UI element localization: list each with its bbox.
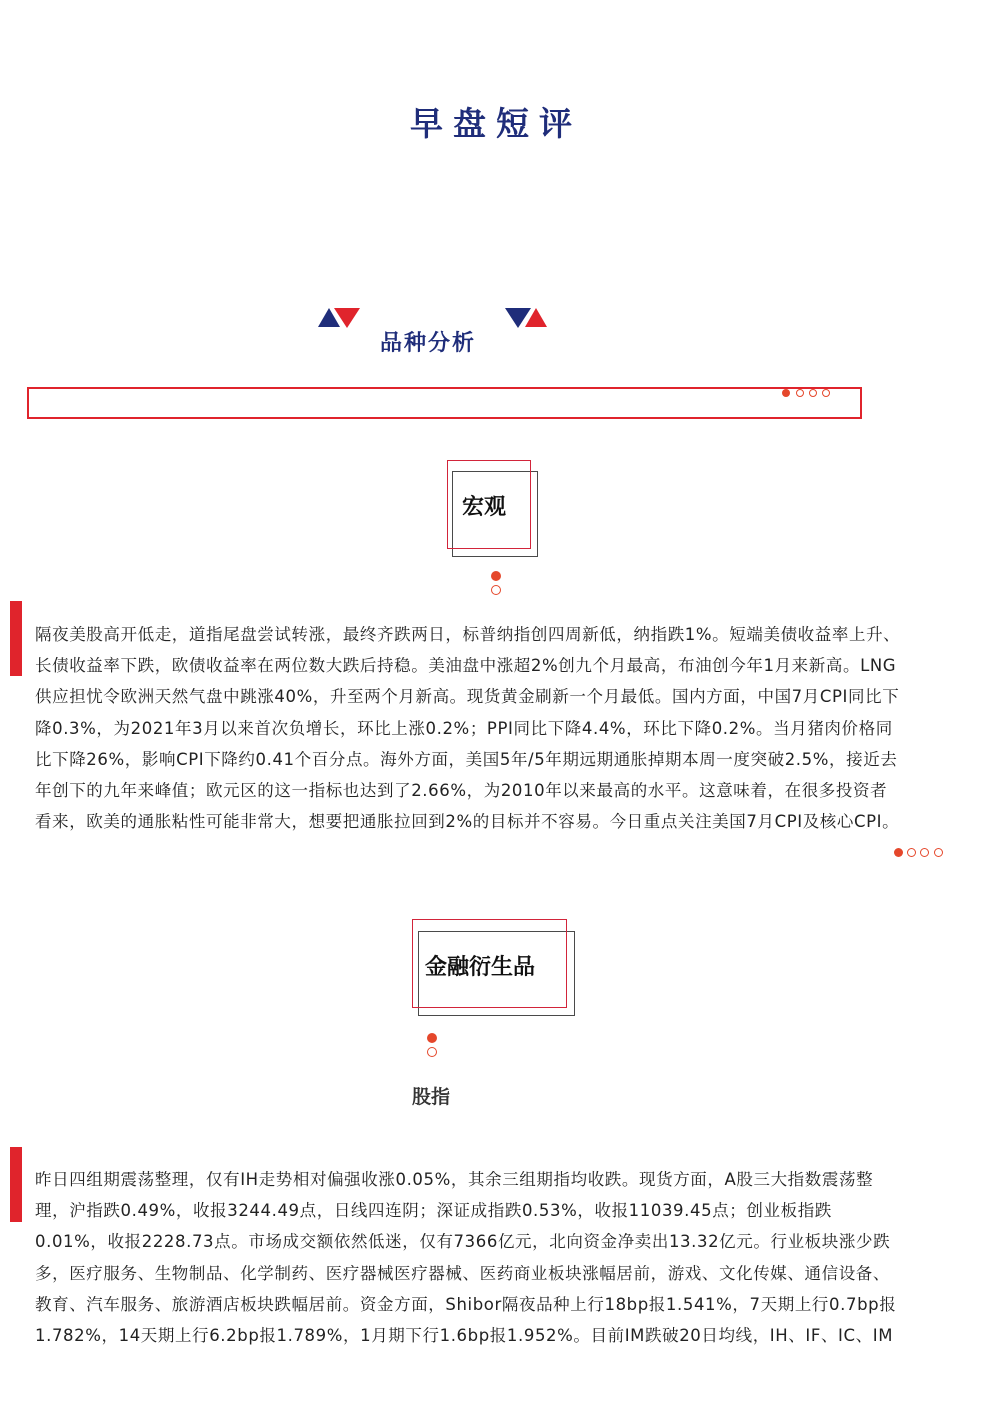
financial-line: 多，医疗服务、生物制品、化学制药、医疗器械医疗器械、医药商业板块涨幅居前，游戏、文化传媒、通信设备、 bbox=[35, 1263, 890, 1283]
macro-label: 宏观 bbox=[462, 495, 507, 520]
section-banner bbox=[27, 387, 862, 419]
macro-line: 隔夜美股高开低走，道指尾盘尝试转涨，最终齐跌两日，标普纳指创四周新低，纳指跌1%。短端美债收益率上升、 bbox=[35, 625, 901, 644]
macro-line: 年创下的九年来峰值；欧元区的这一指标也达到了2.66%，为2010年以来最高的水平。这意味着，在很多投资者 bbox=[35, 781, 888, 801]
macro-line: 看来，欧美的通胀粘性可能非常大，想要把通胀拉回到2%的目标并不容易。今日重点关注美国7月CPI及核心CPI。 bbox=[35, 812, 900, 832]
macro-line: 长债收益率下跌，欧债收益率在两位数大跌后持稳。美油盘中涨超2%创九个月最高，布油创今年1月来新高。LNG bbox=[35, 656, 897, 676]
stock-index-heading: 股指 bbox=[412, 1086, 451, 1108]
financial-line: 理，沪指跌0.49%，收报3244.49点，日线四连阴；深证成指跌0.53%，收报11039.45点；创业板指跌 bbox=[35, 1201, 832, 1221]
macro-paragraph bbox=[35, 619, 960, 837]
financial-side-bar bbox=[10, 1147, 22, 1222]
page-title: 早盘短评 bbox=[410, 104, 582, 143]
macro-line: 比下降26%，影响CPI下降约0.41个百分点。海外方面，美国5年/5年期远期通胀掉期本周一度突破2.5%，接近去 bbox=[35, 749, 898, 769]
financial-paragraph bbox=[35, 1164, 960, 1351]
macro-line: 供应担忧令欧洲天然气盘中跳涨40%，升至两个月新高。现货黄金刷新一个月最低。国内方面，中国7月CPI同比下 bbox=[35, 687, 900, 707]
financial-line: 0.01%，收报2228.73点。市场成交额依然低迷，仅有7366亿元，北向资金净卖出13.32亿元。行业板块涨少跌 bbox=[35, 1232, 891, 1252]
macro-side-bar bbox=[10, 601, 22, 676]
financial-line: 1.782%，14天期上行6.2bp报1.789%，1月期下行1.6bp报1.952%。目前IM跌破20日均线，IH、IF、IC、IM bbox=[35, 1326, 894, 1346]
section-title: 品种分析 bbox=[380, 331, 477, 356]
financial-line: 昨日四组期震荡整理，仅有IH走势相对偏强收涨0.05%，其余三组期指均收跌。现货方面，A股三大指数震荡整 bbox=[35, 1170, 874, 1189]
financial-line: 教育、汽车服务、旅游酒店板块跌幅居前。资金方面，Shibor隔夜品种上行18bp报1.541%，7天期上行0.7bp报 bbox=[35, 1294, 897, 1314]
financial-label: 金融衍生品 bbox=[425, 955, 536, 980]
macro-line: 降0.3%，为2021年3月以来首次负增长，环比上涨0.2%；PPI同比下降4.4%，环比下降0.2%。当月猪肉价格同 bbox=[35, 718, 893, 738]
